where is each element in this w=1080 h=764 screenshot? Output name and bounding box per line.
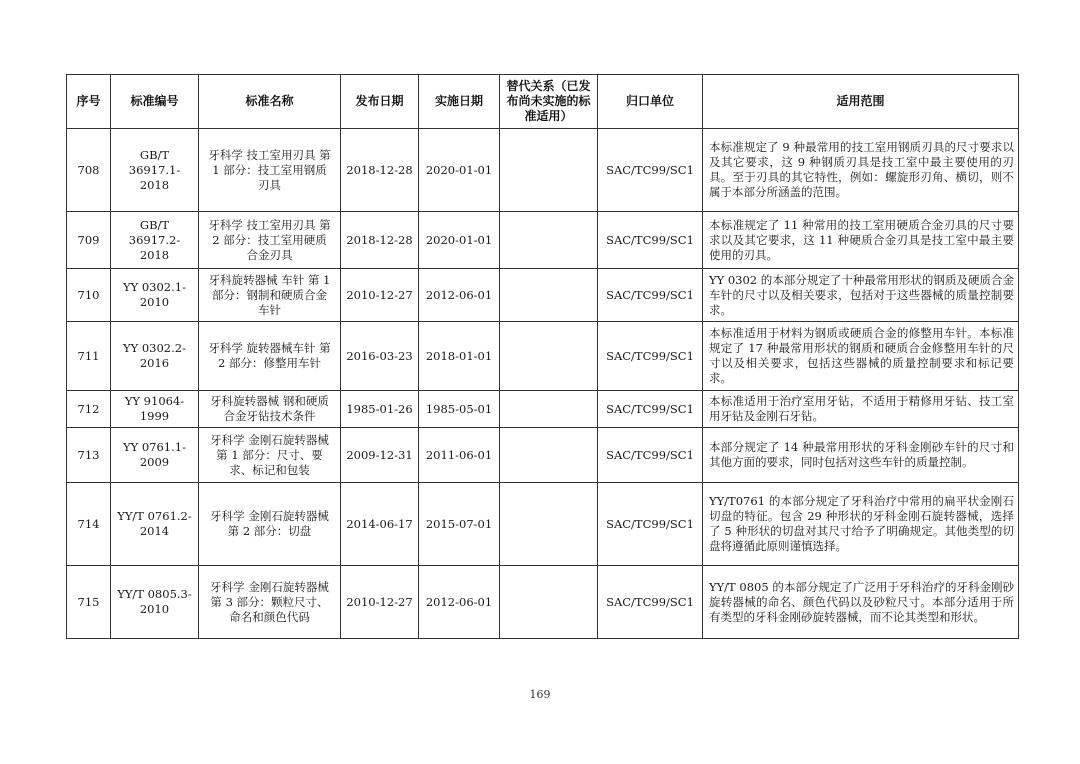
cell-replacement (500, 212, 598, 269)
cell-replacement (500, 483, 598, 566)
header-publish-date: 发布日期 (341, 75, 419, 129)
cell-name: 牙科学 技工室用刃具 第 2 部分：技工室用硬质合金刃具 (199, 212, 341, 269)
cell-replacement (500, 428, 598, 483)
cell-unit: SAC/TC99/SC1 (598, 212, 703, 269)
cell-implement-date: 2011-06-01 (419, 428, 500, 483)
cell-no: 711 (67, 322, 111, 391)
header-code: 标准编号 (111, 75, 199, 129)
table-row (67, 269, 1019, 322)
table-row (67, 322, 1019, 391)
cell-unit: SAC/TC99/SC1 (598, 483, 703, 566)
cell-no: 713 (67, 428, 111, 483)
cell-implement-date: 2020-01-01 (419, 129, 500, 212)
cell-replacement (500, 269, 598, 322)
cell-name: 牙科旋转器械 车针 第 1 部分：钢制和硬质合金车针 (199, 269, 341, 322)
header-scope: 适用范围 (703, 75, 1019, 129)
cell-name: 牙科学 技工室用刃具 第 1 部分：技工室用钢质刃具 (199, 129, 341, 212)
cell-no: 709 (67, 212, 111, 269)
cell-unit: SAC/TC99/SC1 (598, 391, 703, 428)
header-implement-date: 实施日期 (419, 75, 500, 129)
cell-code: YY/T 0761.2-2014 (111, 483, 199, 566)
cell-scope: 本标准规定了 11 种常用的技工室用硬质合金刃具的尺寸要求以及其它要求，这 11 种硬质合金刃具是技工室中最主要使用的刃具。 (703, 212, 1019, 269)
cell-no: 714 (67, 483, 111, 566)
table-row (67, 391, 1019, 428)
cell-replacement (500, 322, 598, 391)
cell-implement-date: 1985-05-01 (419, 391, 500, 428)
cell-replacement (500, 566, 598, 639)
header-name: 标准名称 (199, 75, 341, 129)
table-header-row (67, 75, 1019, 129)
cell-publish-date: 2018-12-28 (341, 129, 419, 212)
standards-table (66, 74, 1019, 639)
cell-scope: 本部分规定了 14 种最常用形状的牙科金刚砂车针的尺寸和其他方面的要求，同时包括对这些车针的质量控制。 (703, 428, 1019, 483)
cell-no: 712 (67, 391, 111, 428)
table-row (67, 129, 1019, 212)
cell-publish-date: 2018-12-28 (341, 212, 419, 269)
cell-scope: 本标准规定了 9 种最常用的技工室用钢质刃具的尺寸要求以及其它要求，这 9 种钢质刃具是技工室中最主要使用的刃具。至于刃具的其它特性，例如：螺旋形刃角、横切，则不属于本部分所涵盖的范围。 (703, 129, 1019, 212)
cell-publish-date: 2010-12-27 (341, 269, 419, 322)
cell-scope: 本标准适用于材料为钢质或硬质合金的修整用车针。本标准规定了 17 种最常用形状的钢质和硬质合金修整用车针的尺寸以及相关要求，包括这些器械的质量控制要求和标记要求。 (703, 322, 1019, 391)
cell-code: YY 0302.2-2016 (111, 322, 199, 391)
cell-publish-date: 1985-01-26 (341, 391, 419, 428)
cell-code: YY 0302.1-2010 (111, 269, 199, 322)
header-replacement: 替代关系（已发布尚未实施的标准适用） (500, 75, 598, 129)
page-number: 169 (529, 688, 551, 701)
standards-table-container (66, 74, 1018, 639)
table-row (67, 428, 1019, 483)
cell-name: 牙科学 旋转器械车针 第 2 部分：修整用车针 (199, 322, 341, 391)
cell-no: 715 (67, 566, 111, 639)
cell-code: YY 91064-1999 (111, 391, 199, 428)
cell-publish-date: 2016-03-23 (341, 322, 419, 391)
cell-implement-date: 2020-01-01 (419, 212, 500, 269)
cell-implement-date: 2018-01-01 (419, 322, 500, 391)
table-row (67, 212, 1019, 269)
header-unit: 归口单位 (598, 75, 703, 129)
cell-code: YY 0761.1-2009 (111, 428, 199, 483)
cell-replacement (500, 129, 598, 212)
cell-name: 牙科旋转器械 钢和硬质合金牙钻技术条件 (199, 391, 341, 428)
cell-name: 牙科学 金刚石旋转器械 第 2 部分：切盘 (199, 483, 341, 566)
cell-no: 710 (67, 269, 111, 322)
cell-scope: 本标准适用于治疗室用牙钻，不适用于精修用牙钻、技工室用牙钻及金刚石牙钻。 (703, 391, 1019, 428)
cell-unit: SAC/TC99/SC1 (598, 566, 703, 639)
cell-no: 708 (67, 129, 111, 212)
table-row (67, 483, 1019, 566)
cell-implement-date: 2015-07-01 (419, 483, 500, 566)
cell-publish-date: 2014-06-17 (341, 483, 419, 566)
cell-code: GB/T 36917.1-2018 (111, 129, 199, 212)
cell-scope: YY/T0761 的本部分规定了牙科治疗中常用的扁平状金刚石切盘的特征。包含 29 种形状的牙科金刚石旋转器械，选择了 5 种形状的切盘对其尺寸给予了明确规定。其他类型的切盘将遵循此原则谨慎选择。 (703, 483, 1019, 566)
cell-code: YY/T 0805.3-2010 (111, 566, 199, 639)
cell-code: GB/T 36917.2-2018 (111, 212, 199, 269)
cell-implement-date: 2012-06-01 (419, 269, 500, 322)
cell-scope: YY/T 0805 的本部分规定了广泛用于牙科治疗的牙科金刚砂旋转器械的命名、颜色代码以及砂粒尺寸。本部分适用于所有类型的牙科金刚砂旋转器械，而不论其类型和形状。 (703, 566, 1019, 639)
cell-implement-date: 2012-06-01 (419, 566, 500, 639)
table-row (67, 566, 1019, 639)
cell-publish-date: 2009-12-31 (341, 428, 419, 483)
header-no: 序号 (67, 75, 111, 129)
cell-unit: SAC/TC99/SC1 (598, 428, 703, 483)
cell-scope: YY 0302 的本部分规定了十种最常用形状的钢质及硬质合金车针的尺寸以及相关要求，包括对于这些器械的质量控制要求。 (703, 269, 1019, 322)
cell-replacement (500, 391, 598, 428)
cell-unit: SAC/TC99/SC1 (598, 269, 703, 322)
cell-name: 牙科学 金刚石旋转器械 第 3 部分：颗粒尺寸、命名和颜色代码 (199, 566, 341, 639)
cell-unit: SAC/TC99/SC1 (598, 129, 703, 212)
cell-publish-date: 2010-12-27 (341, 566, 419, 639)
cell-unit: SAC/TC99/SC1 (598, 322, 703, 391)
cell-name: 牙科学 金刚石旋转器械 第 1 部分：尺寸、要求、标记和包装 (199, 428, 341, 483)
